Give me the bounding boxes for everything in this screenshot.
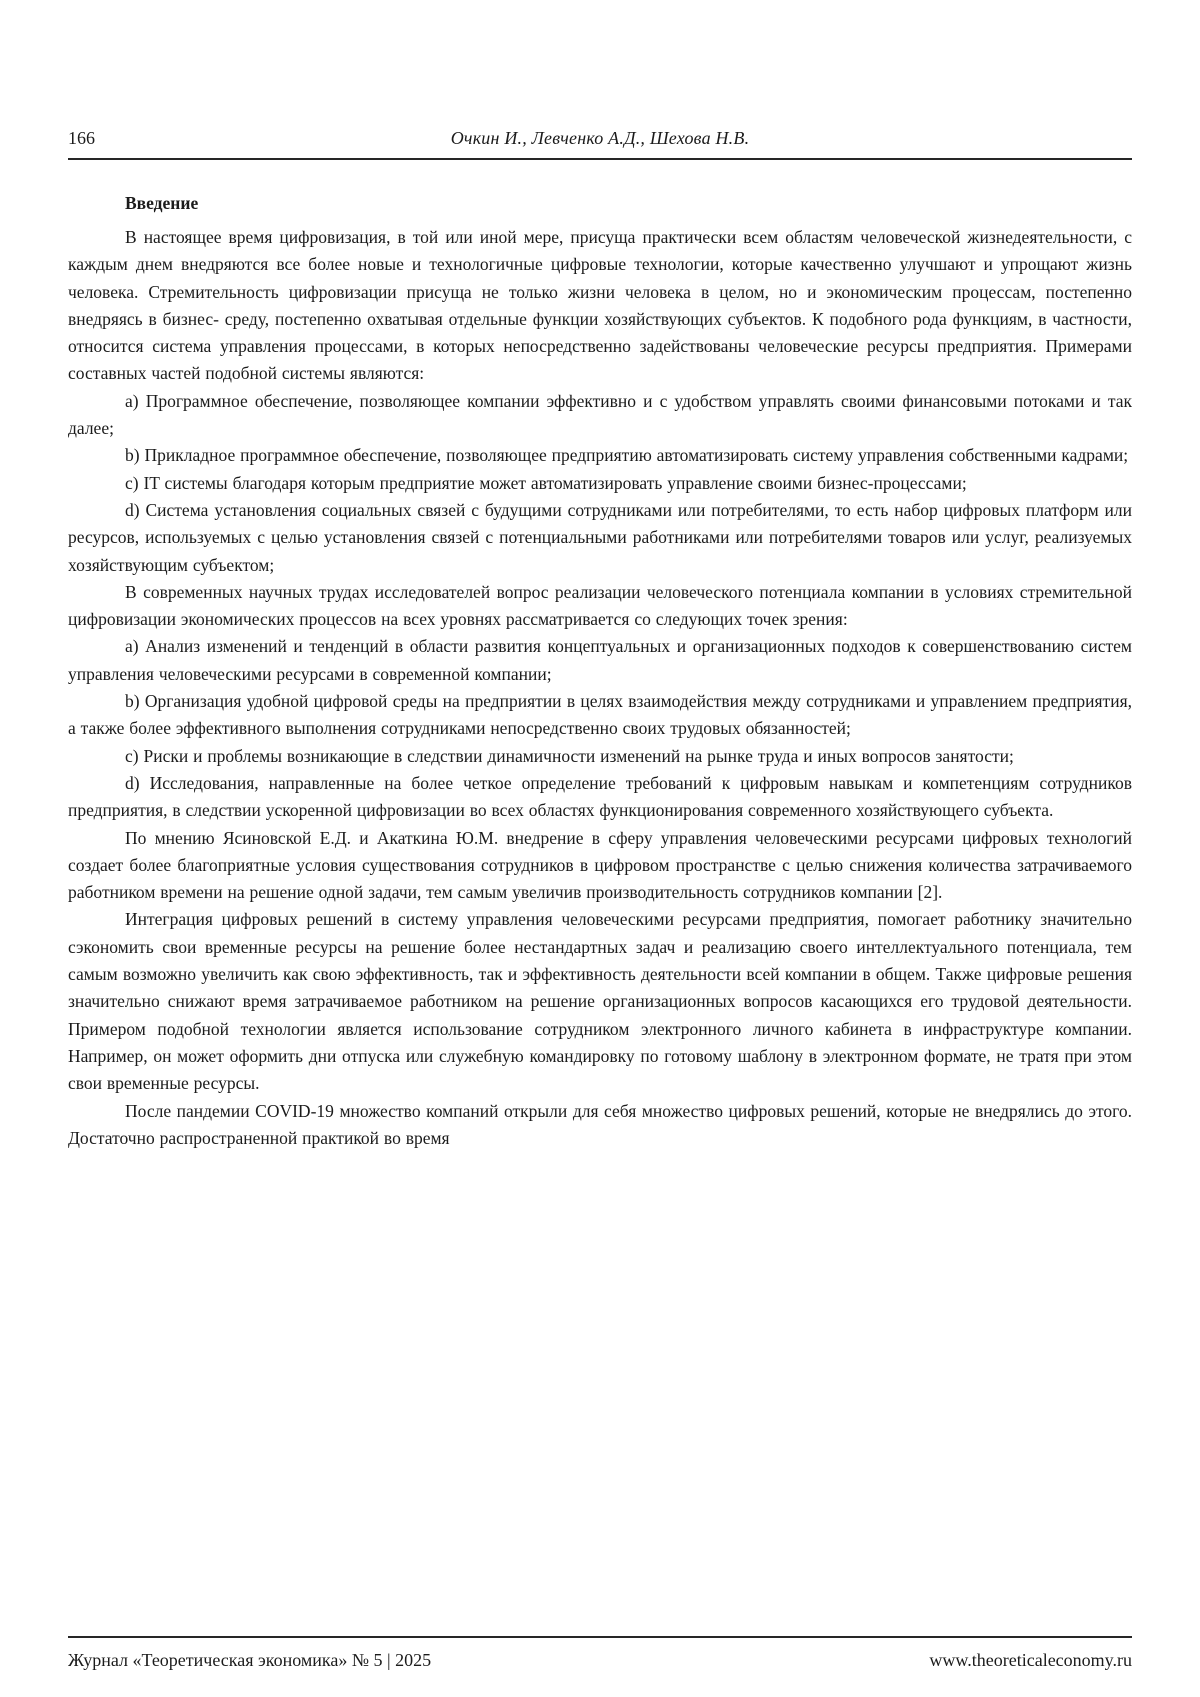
page-number: 166	[68, 128, 95, 148]
journal-website: www.theoreticaleconomy.ru	[929, 1650, 1132, 1670]
paragraph: В настоящее время цифровизация, в той или иной мере, присуща практически всем областям человеческой жизнедеятельности, с каждым днем внедряются все более новые и технологичные цифровые технологии, которые качественно улучшают и упрощают жизнь человека. Стремительность цифровизации присуща не только жизни человека в целом, но и экономическим процессам, постепенно внедряясь в бизнес- среду, постепенно охватывая отдельные функции хозяйствующих субъектов. К подобного рода функциям, в частности, относится система управления процессами, в которых непосредственно задействованы человеческие ресурсы предприятия. Примерами составных частей подобной системы являются:	[68, 227, 1132, 384]
paragraph: c) Риски и проблемы возникающие в следствии динамичности изменений на рынке труда и иных вопросов занятости;	[125, 745, 1014, 766]
paragraph: c) IT системы благодаря которым предприятие может автоматизировать управление своими бизнес-процессами;	[125, 472, 967, 493]
paragraph: a) Программное обеспечение, позволяющее компании эффективно и с удобством управлять своими финансовыми потоками и так далее;	[68, 390, 1132, 439]
authors-line: Очкин И., Левченко А.Д., Шехова Н.В.	[450, 128, 750, 148]
paragraph: d) Исследования, направленные на более четкое определение требований к цифровым навыкам и компетенциям сотрудников предприятия, в следствии ускоренной цифровизации во всех областях функционирования современного хозяйствующего субъекта.	[68, 772, 1132, 821]
paragraph: По мнению Ясиновской Е.Д. и Акаткина Ю.М. внедрение в сферу управления человеческими ресурсами цифровых технологий создает более благоприятные условия существования сотрудников в цифровом пространстве с целью снижения количества затрачиваемого работником времени на решение одной задачи, тем самым увеличив производительность сотрудников компании [2].	[68, 827, 1132, 903]
paragraph: d) Система установления социальных связей с будущими сотрудниками или потребителями, то есть набор цифровых платформ или ресурсов, используемых с целью установления связей с потенциальными работниками или потребителями товаров или услуг, реализуемых хозяйствующим субъектом;	[68, 499, 1132, 575]
paragraphs-container	[68, 224, 1132, 1152]
paragraph: В современных научных трудах исследователей вопрос реализации человеческого потенциала компании в условиях стремительной цифровизации экономических процессов на всех уровнях рассматривается со следующих точек зрения:	[68, 581, 1132, 630]
paragraph: b) Прикладное программное обеспечение, позволяющее предприятию автоматизировать систему управления собственными кадрами;	[125, 445, 1129, 466]
page-footer	[68, 1636, 1132, 1671]
paragraph: b) Организация удобной цифровой среды на предприятии в целях взаимодействия между сотрудниками и управлением предприятия, а также более эффективного выполнения сотрудниками непосредственно своих трудовых обязанностей;	[68, 691, 1132, 739]
paragraph: a) Анализ изменений и тенденций в области развития концептуальных и организационных подходов к совершенствованию систем управления человеческими ресурсами в современной компании;	[68, 636, 1132, 684]
paragraph: Интеграция цифровых решений в систему управления человеческими ресурсами предприятия, помогает работнику значительно сэкономить свои временные ресурсы на решение более нестандартных задач и реализацию своего интеллектуального потенциала, тем самым возможно увеличить как свою эффективность, так и эффективность деятельности всей компании в общем. Также цифровые решения значительно снижают время затрачиваемое работником на решение организационных вопросов касающихся его трудовой деятельности. Примером подобной технологии является использование сотрудником электронного личного кабинета в инфраструктуре компании. Например, он может оформить дни отпуска или служебную командировку по готовому шаблону в электронном формате, не тратя при этом свои временные ресурсы.	[68, 909, 1132, 1094]
article-body	[68, 190, 1132, 1152]
paragraph: После пандемии COVID-19 множество компаний открыли для себя множество цифровых решений, которые не внедрялись до этого. Достаточно распространенной практикой во время	[68, 1100, 1132, 1148]
page-header	[68, 0, 1132, 160]
journal-title: Журнал «Теоретическая экономика» № 5 | 2025	[68, 1650, 432, 1670]
section-title: Введение	[125, 193, 199, 213]
